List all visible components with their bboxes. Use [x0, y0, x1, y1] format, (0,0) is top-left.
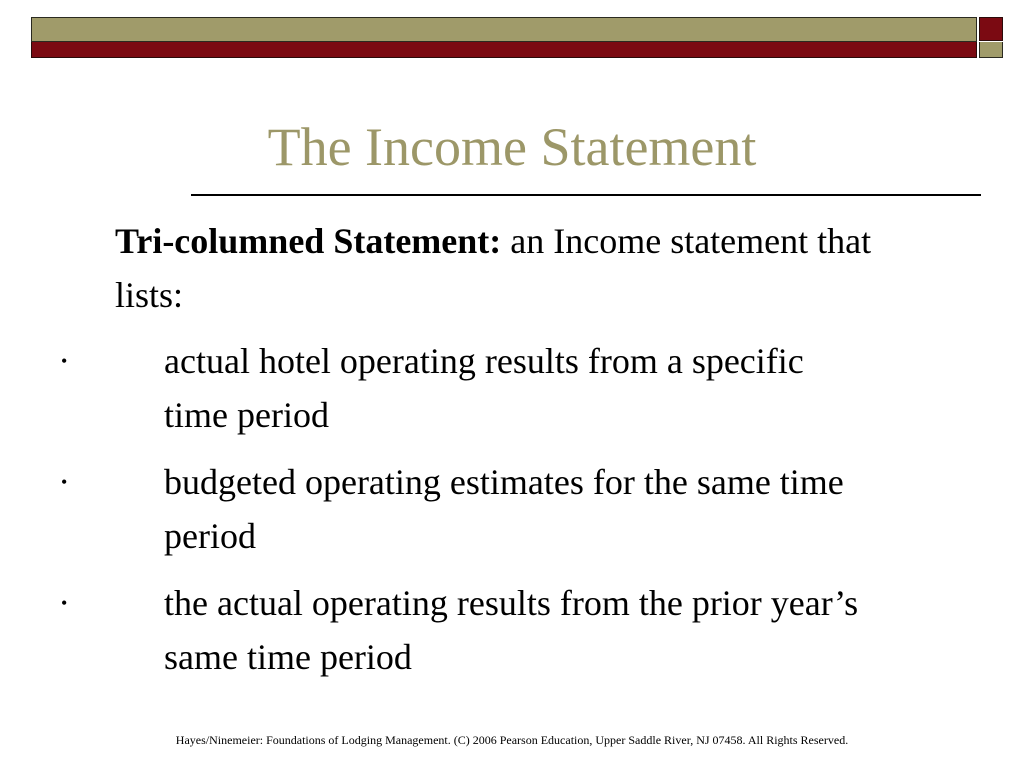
- header-square-olive: [979, 42, 1003, 58]
- bullet-text: budgeted operating estimates for the same time period: [164, 462, 844, 556]
- bullet-text: the actual operating results from the prior year’s same time period: [164, 583, 859, 677]
- header-square-maroon: [979, 17, 1003, 41]
- footer-copyright: Hayes/Ninemeier: Foundations of Lodging Management. (C) 2006 Pearson Education, Upper Saddle River, NJ 07458. All Rights Reserved.: [175, 733, 849, 747]
- bullet-item: [0, 334, 864, 442]
- intro-text: an Income statement that lists:: [115, 221, 872, 315]
- header-bar-olive: [31, 17, 977, 42]
- title-divider: [191, 194, 981, 196]
- bullet-item: [0, 576, 864, 684]
- intro-term: Tri-columned Statement:: [115, 221, 502, 261]
- bullet-list: [0, 334, 1024, 697]
- bullet-marker: •: [61, 472, 68, 492]
- intro-paragraph: [115, 214, 875, 322]
- bullet-text: actual hotel operating results from a specific time period: [164, 341, 804, 435]
- bullet-item: [0, 455, 864, 563]
- bullet-marker: •: [61, 351, 68, 371]
- slide-title: The Income Statement: [267, 117, 757, 177]
- header-bar-maroon: [31, 42, 977, 58]
- bullet-marker: •: [61, 593, 68, 613]
